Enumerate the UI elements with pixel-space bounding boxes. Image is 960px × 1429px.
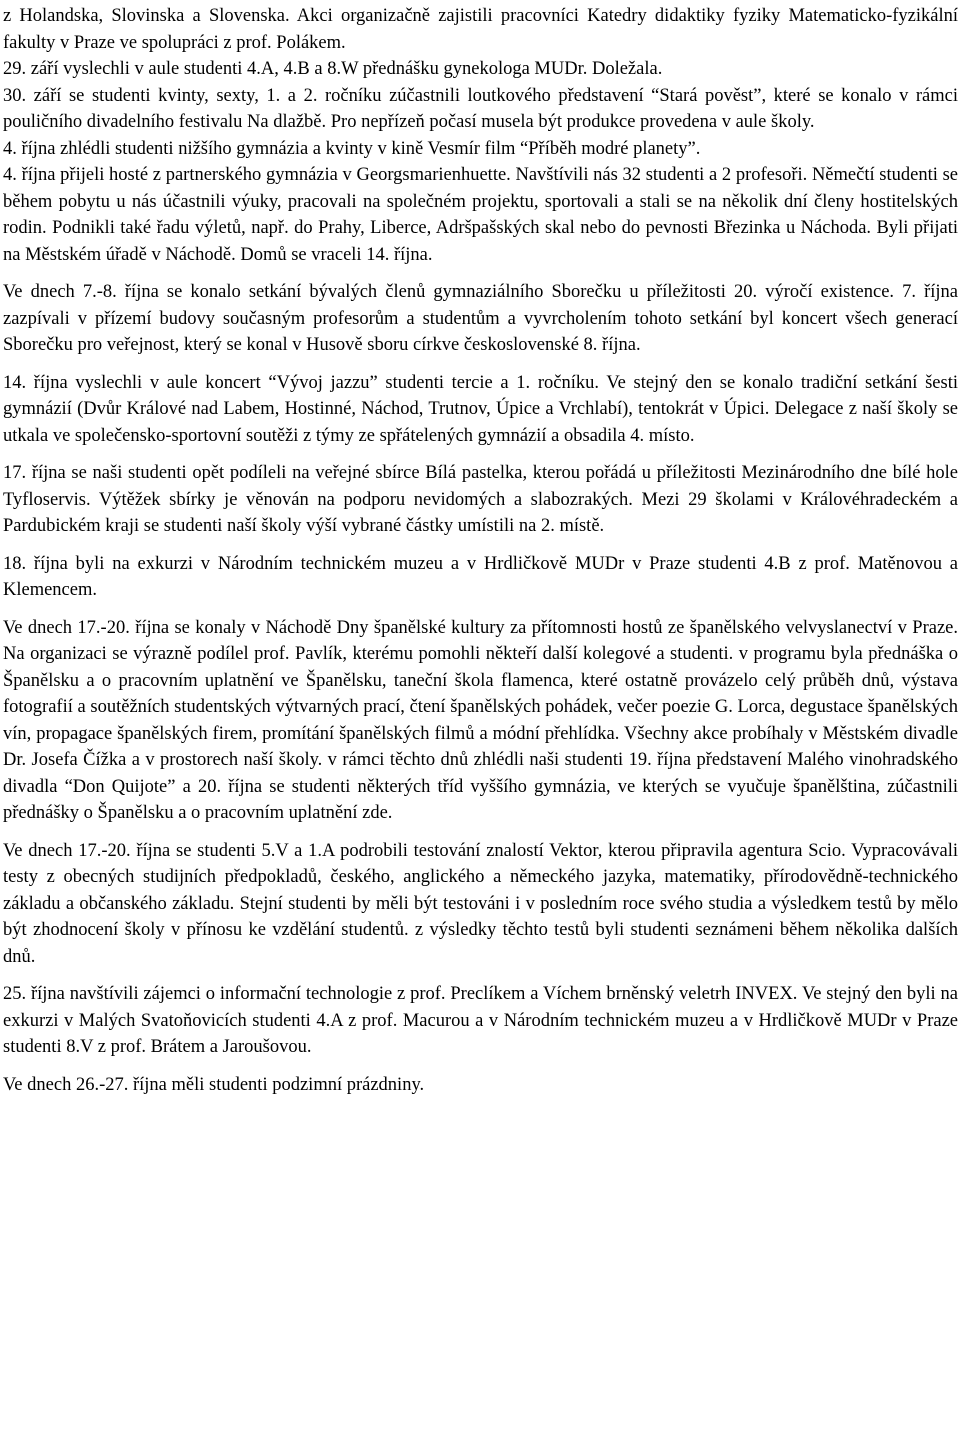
paragraph-8: 17. října se naši studenti opět podíleli na veřejné sbírce Bílá pastelka, kterou pořádá u příležitosti Mezinárodního dne bílé hole Tyfloservis. Výtěžek sbírky je věnován na podporu nevidomých a slabozrakých. Mezi 29 školami v Královéhradeckém a Pardubickém kraji se studenti naší školy výší vybrané částky umístili na 2. místě. bbox=[3, 463, 958, 536]
paragraph-5: 4. října přijeli hosté z partnerského gymnázia v Georgsmarienhuette. Navštívili nás 32 studenti a 2 profesoři. Němečtí studenti se během pobytu u nás účastnili výuky, pracovali na společném projektu, sportovali a stali se na několik dní členy hostitelských rodin. Podnikli také řadu výletů, např. do Prahy, Liberce, Adršpašských skal nebo do pevnosti Březinka u Náchoda. Byli přijati na Městském úřadě v Náchodě. Domů se vraceli 14. října. bbox=[3, 165, 958, 265]
paragraph-13: Ve dnech 26.-27. října měli studenti podzimní prázdniny. bbox=[3, 1074, 425, 1095]
paragraph-9: 18. října byli na exkurzi v Národním technickém muzeu a v Hrdličkově MUDr v Praze studenti 4.B z prof. Matěnovou a Klemencem. bbox=[3, 553, 958, 600]
paragraph-2: 29. září vyslechli v aule studenti 4.A, 4.B a 8.W přednášku gynekologa MUDr. Doležala. bbox=[3, 59, 663, 79]
paragraph-11: Ve dnech 17.-20. října se studenti 5.V a 1.A podrobili testování znalostí Vektor, kterou připravila agentura Scio. Vypracovávali testy z obecných studijních předpokladů, českého, anglického a německého jazyka, matematiky, přírodovědně-technického základu a občanského základu. Stejní studenti by měli být testováni i v posledním roce svého studia a výsledkem testů by mělo být zhodnocení školy v přínosu ke vzdělání studentů. z výsledky těchto testů byli studenti seznámeni během několika dalších dnů. bbox=[3, 840, 958, 967]
paragraph-6: Ve dnech 7.-8. října se konalo setkání bývalých členů gymnaziálního Sborečku u příležitosti 20. výročí existence. 7. října zazpívali v přízemí budovy současným profesorům a studentům a vyvrcholením tohoto setkání byl koncert všech generací Sborečku pro veřejnost, který se konal v Husově sboru církve československé 8. října. bbox=[3, 282, 958, 355]
paragraph-1: z Holandska, Slovinska a Slovenska. Akci organizačně zajistili pracovníci Katedry didaktiky fyziky Matematicko-fyzikální fakulty v Praze ve spolupráci z prof. Polákem. bbox=[3, 6, 958, 53]
paragraph-3: 30. září se studenti kvinty, sexty, 1. a 2. ročníku zúčastnili loutkového představení “Stará pověst”, které se konalo v rámci pouličního divadelního festivalu Na dlažbě. Pro nepřízeň počasí musela být produkce provedena v aule školy. bbox=[3, 85, 958, 132]
paragraph-7: 14. října vyslechli v aule koncert “Vývoj jazzu” studenti tercie a 1. ročníku. Ve stejný den se konalo tradiční setkání šesti gymnázií (Dvůr Králové nad Labem, Hostinné, Náchod, Trutnov, Úpice a Vrchlabí), tentokrát v Úpici. Delegace z naší školy se utkala ve společensko-sportovní soutěži z týmy ze spřátelených gymnázií a obsadila 4. místo. bbox=[3, 372, 958, 446]
paragraph-12: 25. října navštívili zájemci o informační technologie z prof. Preclíkem a Víchem brněnský veletrh INVEX. Ve stejný den byli na exkurzi v Malých Svatoňovicích studenti 4.A z prof. Macurou a v Národním technickém muzeu a v Hrdličkově MUDr v Praze studenti 8.V z prof. Brátem a Jaroušovou. bbox=[3, 984, 958, 1057]
paragraph-4: 4. října zhlédli studenti nižšího gymnázia a kvinty v kině Vesmír film “Příběh modré planety”. bbox=[3, 138, 701, 159]
paragraph-10: Ve dnech 17.-20. října se konaly v Náchodě Dny španělské kultury za přítomnosti hostů ze španělského velvyslanectví v Praze. Na organizaci se výrazně podílel prof. Pavlík, kterému pomohli někteří další kolegové a studenti. v programu byla přednáška o Španělsku a o pracovním uplatnění ve Španělsku, taneční škola flamenca, které ostatně provázelo celý průběh dnů, výstava fotografií a soutěžních studentských výtvarných prací, čtení španělských pohádek, večer poezie G. Lorca, degustace španělských vín, propagace španělských firem, promítání španělských filmů a módní přehlídka. Všechny akce probíhaly v Městském divadle Dr. Josefa Čížka a v prostorech naší školy. v rámci těchto dnů zhlédli naši studenti 19. října představení Malého vinohradského divadla “Don Quijote” a 20. října se studenti některých tříd vyššího gymnázia, ve kterých se vyučuje španělština, zúčastnili přednášky o Španělsku a o pracovním uplatnění zde. bbox=[3, 617, 958, 823]
